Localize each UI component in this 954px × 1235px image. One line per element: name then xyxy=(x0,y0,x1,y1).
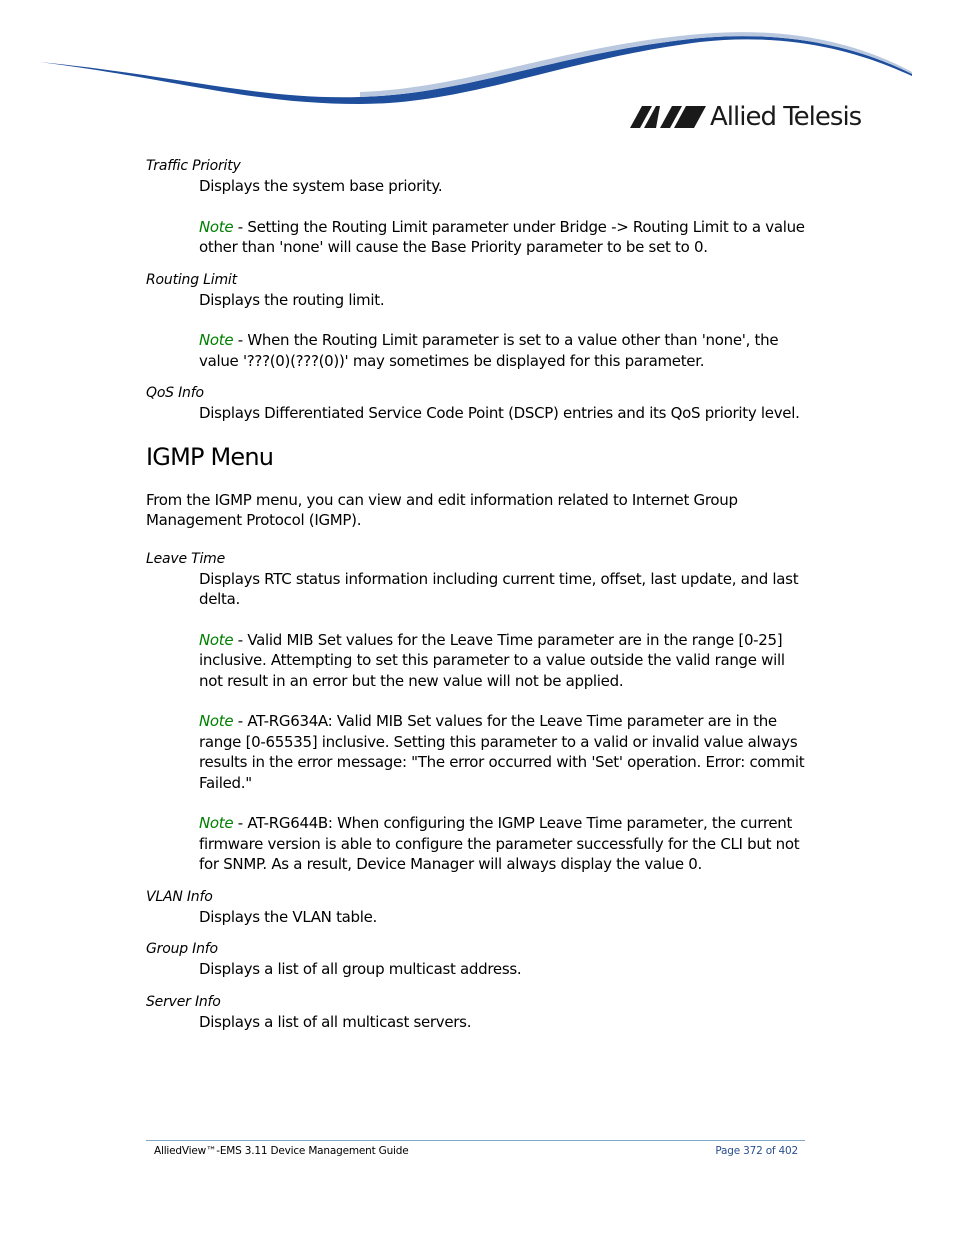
note-routing-limit: Note - When the Routing Limit parameter is set to a value other than 'none', the value '???(0)(???(0))' may sometimes be displayed for this parameter. xyxy=(199,331,779,370)
note-label: Note xyxy=(199,630,234,649)
footer-divider xyxy=(146,1140,805,1141)
note-leave-time-3: Note - AT-RG644B: When configuring the IGMP Leave Time parameter, the current firmware version is able to configure the parameter successfully for the CLI but not for SNMP. As a result, Device Manager will always display the value 0. xyxy=(199,814,800,873)
term-routing-limit: Routing Limit xyxy=(146,271,237,288)
note-traffic-priority: Note - Setting the Routing Limit parameter under Bridge -> Routing Limit to a value other than 'none' will cause the Base Priority parameter to be set to 0. xyxy=(199,217,805,256)
term-vlan-info: VLAN Info xyxy=(146,888,213,905)
note-label: Note xyxy=(199,331,234,349)
term-server-info: Server Info xyxy=(146,993,221,1010)
section-heading-igmp: IGMP Menu xyxy=(146,442,274,471)
term-leave-time: Leave Time xyxy=(146,550,226,567)
brand-logo xyxy=(630,102,870,134)
desc-leave-time: Displays RTC status information including current time, offset, last update, and last delta. Note - Valid MIB Set values for the Leave Time parameter are in the range [0-25] inclusive. Attempting to set this parameter to a value outside the valid range will not result in an error but the new value will not be applied. Note - AT-RG634A: Valid MIB Set values for the Leave Time parameter are in the range [0-65535] inclusive. Setting this parameter to a valid or invalid value always results in the error message: "The error occurred with 'Set' operation. Error: commit Failed." Note - AT-RG644B: When configuring the IGMP Leave Time parameter, the current firmware version is able to configure the parameter successfully for the CLI but not for SNMP. As a result, Device Manager will always display the value 0. xyxy=(199,569,810,875)
note-label: Note xyxy=(199,712,234,730)
desc-routing-limit: Displays the routing limit. Note - When the Routing Limit parameter is set to a value other than 'none', the value '???(0)(???(0))' may sometimes be displayed for this parameter. xyxy=(199,290,810,372)
note-label: Note xyxy=(199,814,234,832)
desc-qos-info: Displays Differentiated Service Code Point (DSCP) entries and its QoS priority level. xyxy=(199,404,800,422)
desc-server-info: Displays a list of all multicast servers. xyxy=(199,1012,472,1031)
desc-group-info: Displays a list of all group multicast address. xyxy=(199,960,522,978)
note-leave-time-2: Note - AT-RG634A: Valid MIB Set values for the Leave Time parameter are in the range [0-65535] inclusive. Setting this parameter to a valid or invalid value always results in the error message: "The error occurred with 'Set' operation. Error: commit Failed." xyxy=(199,712,805,792)
footer-doc-title: AlliedView™-EMS 3.11 Device Management Guide xyxy=(154,1145,409,1157)
brand-name: Allied Telesis xyxy=(710,102,862,132)
desc-vlan-info: Displays the VLAN table. xyxy=(199,907,378,926)
term-traffic-priority: Traffic Priority xyxy=(146,158,241,174)
term-qos-info: QoS Info xyxy=(146,385,204,401)
footer-page-number: Page 372 of 402 xyxy=(715,1145,798,1157)
note-label: Note xyxy=(199,217,234,236)
note-leave-time-1: Note - Valid MIB Set values for the Leave Time parameter are in the range [0-25] inclusive. Attempting to set this parameter to a value outside the valid range will not result in an error but the new value will not be applied. xyxy=(199,630,785,690)
desc-traffic-priority: Displays the system base priority. Note - Setting the Routing Limit parameter under Bridge -> Routing Limit to a value other than 'none' will cause the Base Priority parameter to be set to 0. xyxy=(199,176,810,258)
igmp-intro: From the IGMP menu, you can view and edit information related to Internet Group Management Protocol (IGMP). xyxy=(146,490,738,529)
allied-telesis-logo-mark-icon xyxy=(630,106,706,128)
page-content xyxy=(146,156,810,1032)
term-group-info: Group Info xyxy=(146,941,218,957)
